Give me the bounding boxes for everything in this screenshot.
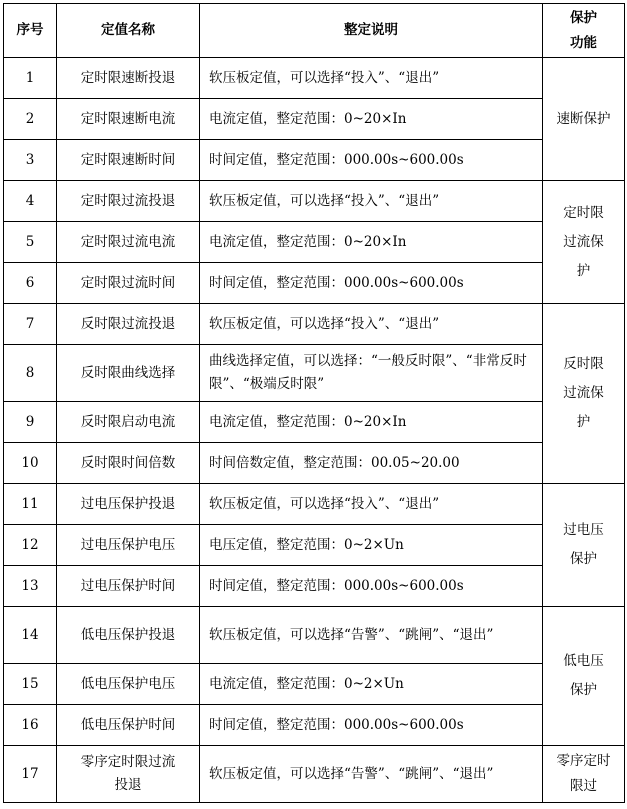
row-name: 过电压保护电压 <box>57 525 200 566</box>
row-desc: 软压板定值，可以选择“投入”、“退出” <box>200 484 543 525</box>
header-no: 序号 <box>4 4 57 58</box>
group-label: 过电压保护 <box>563 522 604 567</box>
row-name: 过电压保护时间 <box>57 566 200 607</box>
row-no: 10 <box>4 443 57 484</box>
table-row <box>4 58 625 99</box>
row-name: 过电压保护投退 <box>57 484 200 525</box>
row-desc: 电流定值，整定范围：0~20×In <box>200 222 543 263</box>
row-no: 16 <box>4 705 57 746</box>
row-no: 2 <box>4 99 57 140</box>
row-desc: 电流定值，整定范围：0~20×In <box>200 402 543 443</box>
table-row <box>4 607 625 664</box>
row-desc: 时间定值，整定范围：000.00s~600.00s <box>200 566 543 607</box>
table-row <box>4 402 625 443</box>
group-func <box>543 746 625 803</box>
row-name <box>57 746 200 803</box>
row-name: 反时限过流投退 <box>57 304 200 345</box>
row-desc: 软压板定值，可以选择“告警”、“跳闸”、“退出” <box>200 746 543 803</box>
row-no: 11 <box>4 484 57 525</box>
row-no: 12 <box>4 525 57 566</box>
row-desc: 软压板定值，可以选择“投入”、“退出” <box>200 181 543 222</box>
table-row <box>4 664 625 705</box>
group-func <box>543 484 625 607</box>
row-name: 定时限过流时间 <box>57 263 200 304</box>
row-desc: 电流定值，整定范围：0~2×Un <box>200 664 543 705</box>
group-label: 反时限过流保护 <box>563 356 604 430</box>
row-desc: 时间定值，整定范围：000.00s~600.00s <box>200 140 543 181</box>
header-name: 定值名称 <box>57 4 200 58</box>
row-name: 定时限速断时间 <box>57 140 200 181</box>
table-row <box>4 484 625 525</box>
row-name: 低电压保护时间 <box>57 705 200 746</box>
header-row <box>4 4 625 58</box>
row-desc: 电流定值，整定范围：0~20×In <box>200 99 543 140</box>
table-row <box>4 181 625 222</box>
row-name: 反时限曲线选择 <box>57 345 200 402</box>
table-row <box>4 566 625 607</box>
row-no: 3 <box>4 140 57 181</box>
row-desc: 电压定值，整定范围：0~2×Un <box>200 525 543 566</box>
row-no: 5 <box>4 222 57 263</box>
table-row <box>4 99 625 140</box>
settings-table <box>3 3 625 803</box>
group-func <box>543 181 625 304</box>
row-desc: 曲线选择定值，可以选择：“一般反时限”、“非常反时限”、“极端反时限” <box>200 345 543 402</box>
row-desc: 软压板定值，可以选择“告警”、“跳闸”、“退出” <box>200 607 543 664</box>
row-name: 定时限过流电流 <box>57 222 200 263</box>
row-desc: 软压板定值，可以选择“投入”、“退出” <box>200 304 543 345</box>
group-func <box>543 304 625 484</box>
table-row <box>4 746 625 803</box>
row-desc: 时间定值，整定范围：000.00s~600.00s <box>200 705 543 746</box>
row-name: 反时限启动电流 <box>57 402 200 443</box>
row-name: 低电压保护投退 <box>57 607 200 664</box>
table-row <box>4 140 625 181</box>
table-row <box>4 222 625 263</box>
group-func <box>543 58 625 181</box>
table-row <box>4 443 625 484</box>
table-row <box>4 304 625 345</box>
row-no: 1 <box>4 58 57 99</box>
row-no: 14 <box>4 607 57 664</box>
row-name: 定时限速断投退 <box>57 58 200 99</box>
table-row <box>4 705 625 746</box>
table-row <box>4 345 625 402</box>
group-func <box>543 607 625 746</box>
group-label: 定时限过流保护 <box>563 204 604 279</box>
row-name: 反时限时间倍数 <box>57 443 200 484</box>
row-no: 8 <box>4 345 57 402</box>
row-name: 低电压保护电压 <box>57 664 200 705</box>
row-no: 15 <box>4 664 57 705</box>
table-row <box>4 263 625 304</box>
row-no: 17 <box>4 746 57 803</box>
row-no: 4 <box>4 181 57 222</box>
row-no: 9 <box>4 402 57 443</box>
row-desc: 时间定值，整定范围：000.00s~600.00s <box>200 263 543 304</box>
row-desc: 时间倍数定值，整定范围：00.05~20.00 <box>200 443 543 484</box>
row-name: 定时限速断电流 <box>57 99 200 140</box>
table-row <box>4 525 625 566</box>
row-desc: 软压板定值，可以选择“投入”、“退出” <box>200 58 543 99</box>
group-label: 低电压保护 <box>563 653 604 698</box>
row-no: 6 <box>4 263 57 304</box>
group-label: 零序定时限过 <box>556 753 611 794</box>
row-name: 定时限过流投退 <box>57 181 200 222</box>
row-name-text: 零序定时限过流投退 <box>80 754 176 793</box>
row-no: 7 <box>4 304 57 345</box>
row-no: 13 <box>4 566 57 607</box>
header-func: 保护 功能 <box>543 4 625 58</box>
group-label: 速断保护 <box>556 110 611 127</box>
header-desc: 整定说明 <box>200 4 543 58</box>
